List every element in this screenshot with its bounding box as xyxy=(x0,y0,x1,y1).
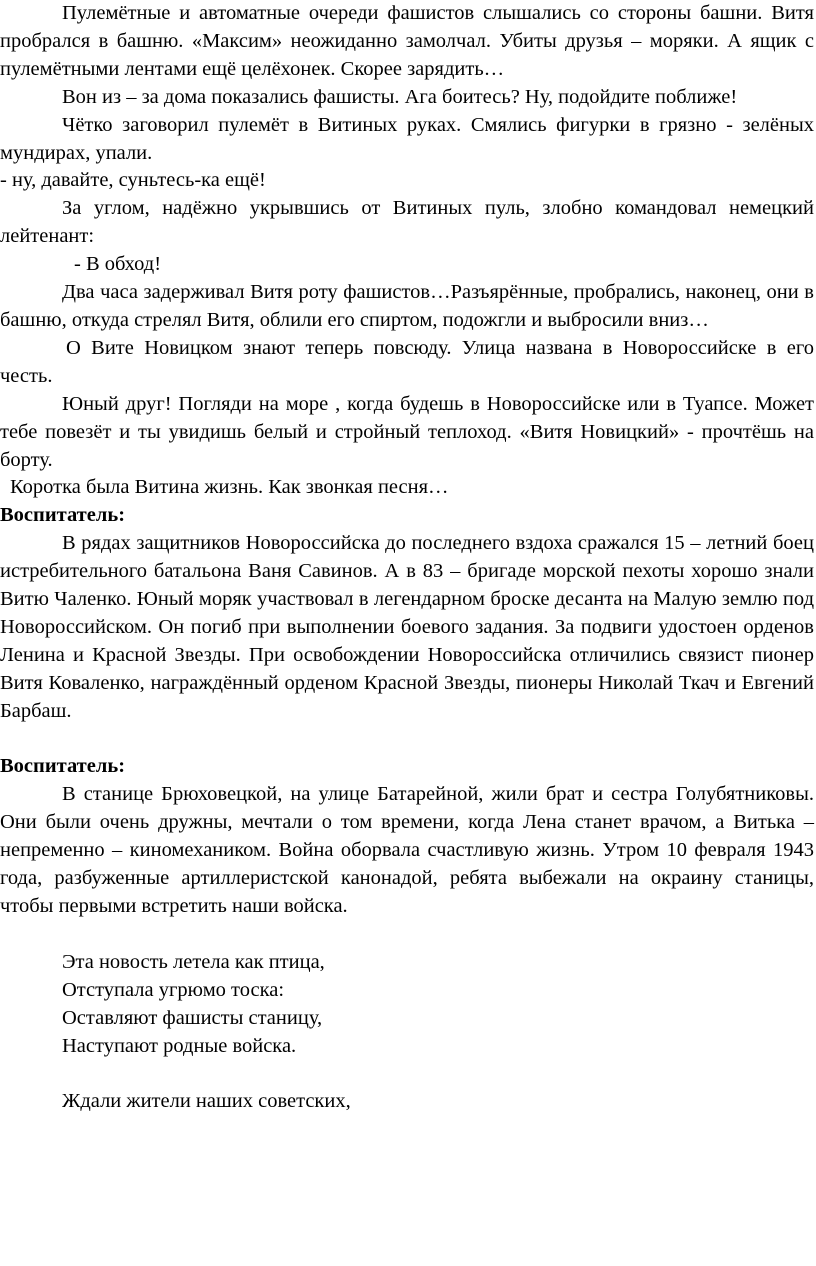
paragraph-young-friend: Юный друг! Погляди на море , когда будешь в Новороссийске или в Туапсе. Может тебе повезёт и ты увидишь белый и стройный теплоход. «Витя Новицкий» - прочтёшь на борту. xyxy=(0,392,814,471)
paragraph-lieutenant: За углом, надёжно укрывшись от Витиных пуль, злобно командовал немецкий лейтенант: xyxy=(0,197,814,248)
blank-line xyxy=(0,921,814,949)
section-heading-educator: Воспитатель: xyxy=(0,504,126,527)
verse-line: Эта новость летела как птица, xyxy=(62,950,325,973)
verse-line: Отступала угрюмо тоска: xyxy=(62,978,285,1001)
paragraph-machine-gun: Пулемётные и автоматные очереди фашистов слышались со стороны башни. Витя пробрался в башню. «Максим» неожиданно замолчал. Убиты друзья – моряки. А ящик с пулемётными лентами ещё целёхонек. Скорее зарядить… xyxy=(0,2,814,80)
paragraph-machine-gun-speaks: Чётко заговорил пулемёт в Витиных руках. Смялись фигурки в грязно - зелёных мундирах, упали. xyxy=(0,113,814,164)
paragraph-defenders: В рядах защитников Новороссийска до последнего вздоха сражался 15 – летний боец истребительного батальона Ваня Савинов. А в 83 – бригаде морской пехоты хорошо знали Витю Чаленко. Юный моряк участвовал в легендарном броске десанта на Малую землю под Новороссийском. Он погиб при выполнении боевого задания. За подвиги удостоен орденов Ленина и Красной Звезды. При освобождении Новороссийска отличились связист пионер Витя Коваленко, награждённый орденом Красной Звезды, пионеры Николай Ткач и Евгений Барбаш. xyxy=(0,532,814,722)
blank-line xyxy=(0,726,814,754)
section-heading-educator-2: Воспитатель: xyxy=(0,755,126,778)
paragraph-fascists-appear: Вон из – за дома показались фашисты. Ага боитесь? Ну, подойдите поближе! xyxy=(62,85,738,108)
paragraph-golubyatnikovs: В станице Брюховецкой, на улице Батарейной, жили брат и сестра Голубятниковы. Они были очень дружны, мечтали о том времени, когда Лена станет врачом, а Витька – непременно – киномехаником. Война оборвала счастливую жизнь. Утром 10 февраля 1943 года, разбуженные артиллеристской канонадой, ребята выбежали на окраину станицы, чтобы первыми встретить наши войска. xyxy=(0,783,814,917)
verse-line: Наступают родные войска. xyxy=(62,1034,297,1057)
dialogue-line: - ну, давайте, суньтесь-ка ещё! xyxy=(0,169,266,192)
verse-line: Ждали жители наших советских, xyxy=(62,1090,351,1113)
paragraph-novitsky-known: О Вите Новицком знают теперь повсюду. Улица названа в Новороссийске в его честь. xyxy=(0,336,814,387)
dialogue-command: - В обход! xyxy=(74,253,162,276)
blank-line xyxy=(0,1060,814,1088)
paragraph-short-life: Коротка была Витина жизнь. Как звонкая песня… xyxy=(10,476,449,499)
paragraph-two-hours: Два часа задерживал Витя роту фашистов…Разъярённые, пробрались, наконец, они в башню, откуда стрелял Витя, облили его спиртом, подожгли и выбросили вниз… xyxy=(0,281,814,331)
verse-line: Оставляют фашисты станицу, xyxy=(62,1006,323,1029)
